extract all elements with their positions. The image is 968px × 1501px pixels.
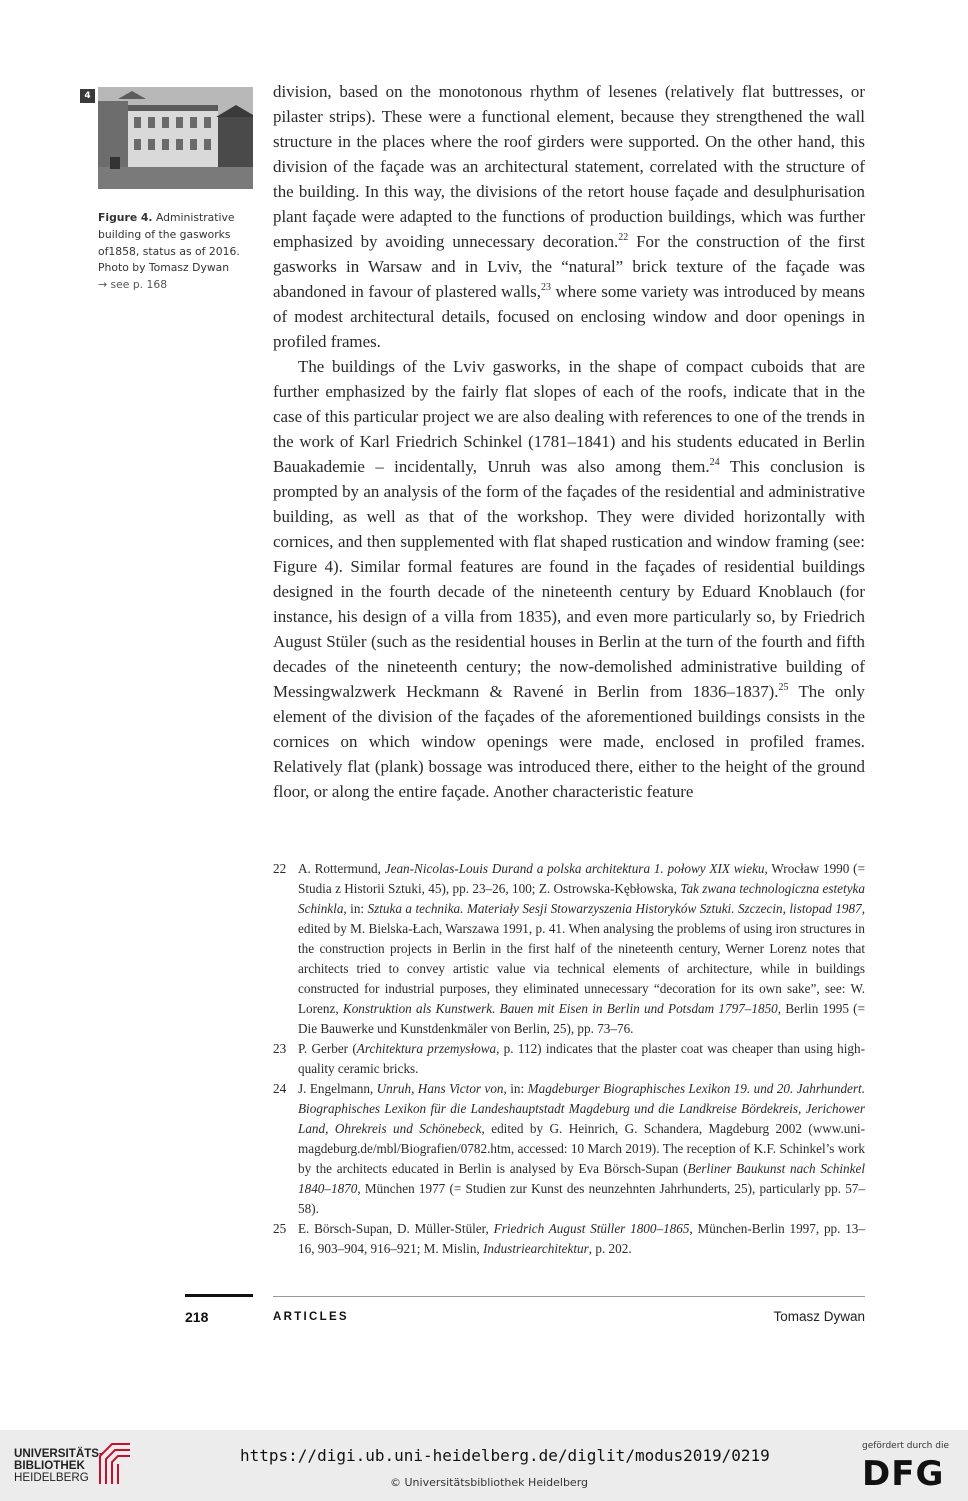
footnote-25: 25 E. Börsch-Supan, D. Müller-Stüler, Friedrich August Stüller 1800–1865, München-Berlin 1997, pp. 13–16, 903–904, 916–921; M. Mislin, Industriearchitektur, p. 202. — [273, 1221, 865, 1256]
viewer-footer-band — [0, 1430, 968, 1501]
dfg-logo-icon[interactable] — [860, 1455, 956, 1489]
copyright-notice: © Universitätsbibliothek Heidelberg — [390, 1476, 589, 1489]
footnote-number: 24 — [273, 1081, 287, 1096]
footnote-ref-25[interactable]: 25 — [778, 682, 789, 693]
footer-divider — [273, 1296, 865, 1297]
footnote-number: 23 — [273, 1041, 287, 1056]
page-number: 218 — [185, 1309, 209, 1325]
footnote-ref-24[interactable]: 24 — [709, 457, 720, 468]
section-label: ARTICLES — [273, 1311, 349, 1323]
page-url-link[interactable]: https://digi.ub.uni-heidelberg.de/diglit/modus2019/0219 — [240, 1446, 770, 1465]
footnote-ref-23[interactable]: 23 — [540, 282, 551, 293]
figure-see-reference[interactable]: → see p. 168 — [98, 278, 168, 292]
svg-text:DFG: DFG — [862, 1455, 945, 1489]
footnote-22: 22 A. Rottermund, Jean-Nicolas-Louis Durand a polska architektura 1. połowy XIX wieku, Wrocław 1990 (= Studia z Historii Sztuki, 45), pp. 23–26, 100; Z. Ostrowska-Kębłowska, Tak zwana technologiczna estetyka Schinkla, in: Sztuka a technika. Materiały Sesji Stowarzyszenia Historyków Sztuki. Szczecin, listopad 1987, edited by M. Bielska-Łach, Warszawa 1991, p. 41. When analysing the problems of using iron structures in the construction projects in Berlin in the first half of the nineteenth century, Werner Lorenz notes that architects tried to convey artistic value via technical elements of architecture, while in buildings constructed for industrial purposes, they eliminated unnecessary “decoration for its own sake”, see: W. Lorenz, Konstruktion als Kunstwerk. Bauen mit Eisen in Berlin und Potsdam 1797–1850, Berlin 1995 (= Die Bauwerke und Kunstdenkmäler von Berlin, 25), pp. 73–76. — [273, 861, 866, 1036]
figure-caption — [98, 210, 248, 294]
footnote-number: 25 — [273, 1221, 287, 1236]
figure-number-badge: 4 — [80, 89, 95, 103]
paragraph-1: division, based on the monotonous rhythm of lesenes (relatively flat buttresses, or pilaster strips). These were a functional element, because they strengthened the wall structure in the places where the roof girders were supported. On the other hand, this division of the façade was an architectural statement, correlated with the structure of the building. In this way, the divisions of the retort house façade and desulphurisation plant façade were adapted to the functions of production buildings, which was further emphasized by avoiding unnecessary decoration.$^{22}$ For the construction of the first gasworks in Warsaw and in Lviv, the “natural” brick texture of the façade was abandoned in favour of plastered walls,$^{23}$ where some variety was introduced by means of modest architectural details, focused on enclosing window and door openings in profiled frames. — [273, 82, 865, 351]
footnotes — [273, 859, 865, 1259]
article-body — [273, 79, 865, 804]
footnote-ref-22[interactable]: 22 — [618, 232, 629, 243]
figure-caption-label: Figure 4. — [98, 211, 153, 224]
footnote-24: 24 J. Engelmann, Unruh, Hans Victor von, in: Magdeburger Biographisches Lexikon 19. und 20. Jahrhundert. Biographisches Lexikon für die Landeshauptstadt Magdeburg und die Landkreise Bördekreis, Jerichower Land, Ohrekreis und Schönebeck, edited by G. Heinrich, G. Schandera, Magdeburg 2002 (www.uni-magdeburg.de/mbl/Biografien/0782.htm, accessed: 10 March 2019). The reception of K.F. Schinkel’s work by the architects educated in Berlin is analysed by Eva Börsch-Supan (Berliner Baukunst nach Schinkel 1840–1870, München 1977 (= Studien zur Kunst des neunzehnten Jahrhunderts, 25), particularly pp. 57–58). — [273, 1081, 865, 1216]
ub-logo-mark-icon — [96, 1440, 136, 1486]
paragraph-2: The buildings of the Lviv gasworks, in the shape of compact cuboids that are further emphasized by the fairly flat slopes of each of the roofs, indicate that in the case of this particular project we are also dealing with references to one of the trends in the work of Karl Friedrich Schinkel (1781–1841) and his students educated in Berlin Bauakademie – incidentally, Unruh was also among them.$^{24}$ This conclusion is prompted by an analysis of the form of the façades of the residential and administrative building, as well as that of the workshop. They were divided horizontally with cornices, and then supplemented with flat shaped rustication and window framing (see: Figure 4). Similar formal features are found in the façades of residential buildings designed in the fourth decade of the nineteenth century by Eduard Knoblauch (for instance, his design of a villa from 1835), and even more particularly so, by Friedrich August Stüler (such as the residential houses in Berlin at the turn of the fourth and fifth decades of the nineteenth century; the now-demolished administrative building of Messingwalzwerk Heckmann & Ravené in Berlin from 1836–1837).$^{25}$ The only element of the division of the façades of the aforementioned buildings consists in the cornices on which window openings were made, enclosed in profiled frames. Relatively flat (plank) bossage was introduced there, either to the height of the ground floor, or along the entire façade. Another characteristic feature — [273, 357, 865, 801]
running-author: Tomasz Dywan — [773, 1309, 865, 1324]
footer-accent-bar — [185, 1294, 253, 1297]
figure-caption-text: Administrative building of the gasworks of1858, status as of 2016. Photo by Tomasz Dywan — [98, 211, 240, 275]
dfg-funding-label: gefördert durch die — [862, 1441, 949, 1451]
footnote-number: 22 — [273, 861, 287, 876]
figure-photo — [98, 87, 253, 189]
ub-logo-text: UNIVERSITÄTS- BIBLIOTHEK HEIDELBERG — [14, 1447, 103, 1484]
footnote-23: 23 P. Gerber (Architektura przemysłowa, p. 112) indicates that the plaster coat was cheaper than using high-quality ceramic bricks. — [273, 1041, 865, 1076]
